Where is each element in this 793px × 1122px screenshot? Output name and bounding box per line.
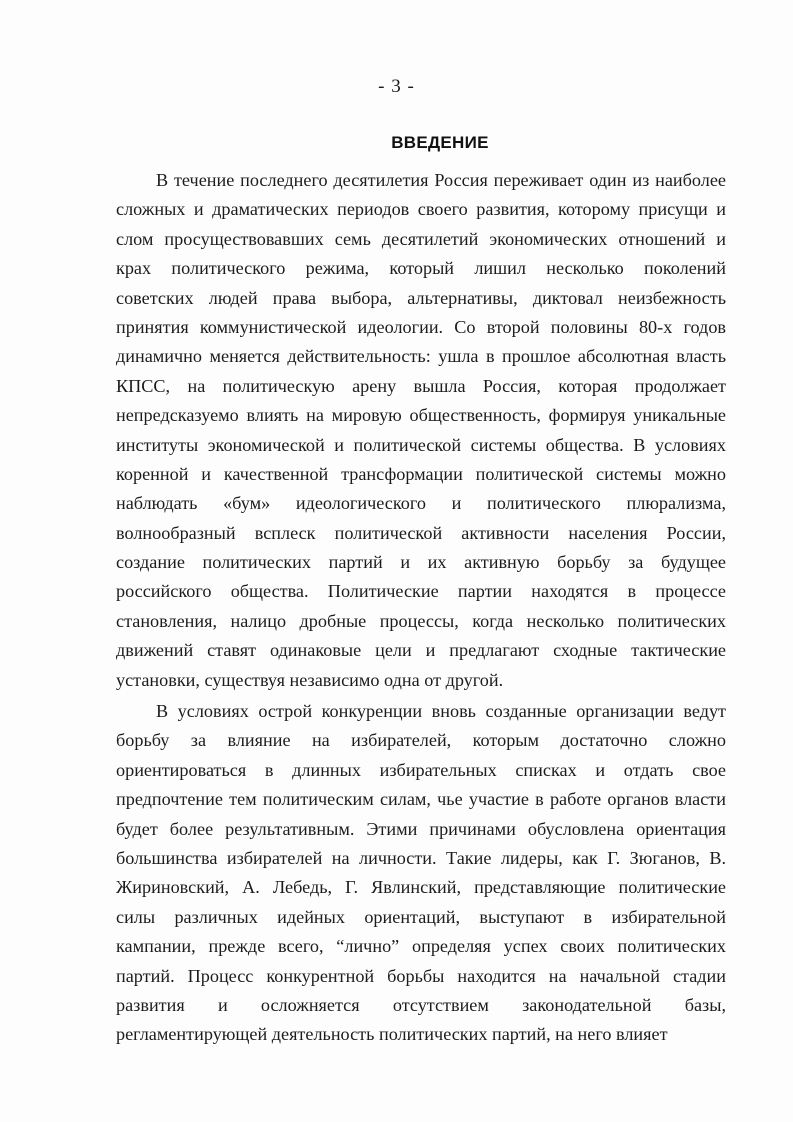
text-line: кампании, прежде всего, “лично” определяя успех своих политических (116, 936, 726, 957)
text-line: В условиях острой конкуренции вновь созданные организации ведут (156, 701, 726, 722)
text-line: советских людей права выбора, альтернативы, диктовал неизбежность (116, 287, 726, 308)
paragraph (116, 166, 726, 695)
paragraph-container (116, 166, 726, 1050)
text-line: будет более результативным. Этими причинами обусловлена ориентация (116, 818, 726, 839)
body-text (116, 166, 726, 1050)
text-line: В течение последнего десятилетия Россия переживает один из наиболее (156, 170, 726, 190)
text-line: коренной и качественной трансформации политической системы можно (116, 463, 726, 484)
text-line: становления, налицо дробные процессы, когда несколько политических (116, 610, 726, 631)
text-line: динамично меняется действительность: ушла в прошлое абсолютная власть (116, 346, 726, 367)
text-line: движений ставят одинаковые цели и предлагают сходные тактические (116, 640, 726, 661)
page-number: - 3 - (378, 76, 415, 97)
text-line: развития и осложняется отсутствием законодательной базы, (116, 994, 726, 1015)
text-line: наблюдать «бум» идеологического и политического плюрализма, (116, 493, 726, 514)
text-line: создание политических партий и их активную борьбу за будущее (116, 552, 726, 573)
text-line: КПСС, на политическую арену вышла Россия, которая продолжает (116, 375, 726, 396)
text-line: непредсказуемо влиять на мировую общественность, формируя уникальные (116, 405, 726, 426)
text-line: ориентироваться в длинных избирательных списках и отдать свое (116, 759, 726, 780)
section-heading: ВВЕДЕНИЕ (391, 133, 489, 152)
text-line: институты экономической и политической системы общества. В условиях (116, 434, 726, 455)
text-line: силы различных идейных ориентаций, выступают в избирательной (116, 906, 726, 927)
text-line: волнообразный всплеск политической активности населения России, (116, 522, 726, 543)
text-line: борьбу за влияние на избирателей, которым достаточно сложно (116, 730, 726, 751)
text-line: Жириновский, А. Лебедь, Г. Явлинский, представляющие политические (116, 877, 726, 898)
text-line: сложных и драматических периодов своего развития, которому присущи и (116, 199, 726, 220)
text-line: большинства избирателей на личности. Такие лидеры, как Г. Зюганов, В. (116, 847, 726, 868)
text-line: слом просуществовавших семь десятилетий экономических отношений и (116, 228, 726, 249)
text-line: российского общества. Политические партии находятся в процессе (116, 581, 726, 602)
text-line: принятия коммунистической идеологии. Со второй половины 80-х годов (116, 316, 726, 337)
text-line: установки, существуя независимо одна от другой. (116, 669, 504, 690)
text-line: предпочтение тем политическим силам, чье участие в работе органов власти (116, 789, 726, 810)
text-line: крах политического режима, который лишил несколько поколений (116, 258, 726, 279)
text-line: регламентирующей деятельность политических партий, на него влияет (116, 1024, 668, 1045)
paragraph (116, 697, 726, 1050)
text-line: партий. Процесс конкурентной борьбы находится на начальной стадии (116, 965, 726, 986)
